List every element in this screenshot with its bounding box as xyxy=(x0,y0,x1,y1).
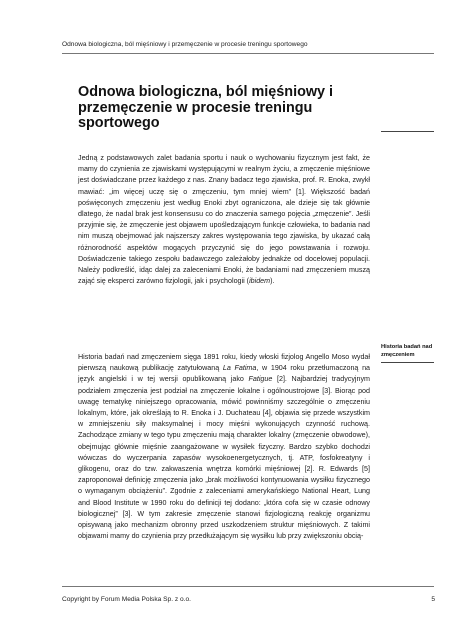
chapter-title: Odnowa biologiczna, ból mięśniowy i przemęczenie w procesie treningu sportowego xyxy=(78,84,334,132)
page-number: 5 xyxy=(431,596,435,603)
paragraph-text: Jedną z podstawowych zalet badania sportu i nauk o wychowaniu fizycznym jest fakt, że mamy do czynienia ze zjawiskami występującymi w realnym życiu, a zmęczenie mięśniowe jest doświadczane przez każdego z nas. Znany badacz tego zjawiska, prof. R. Enoka, zwykł mawiać: „im więcej uczę się o zmęczeniu, tym mniej wiem” [1]. Większość badań poświęconych zmęczeniu jest według Enoki zbyt ograniczona, ale dzieje się tak głównie dlatego, że nadal brak jest konsensusu co do znaczenia samego pojęcia „zmęczenie”. Jeśli przyjmie się, że zmęczenie jest objawem upośledzającym funkcje człowieka, to badania nad nim muszą obejmować jak najszerszy zakres występowania tego zjawiska, by ukazać całą różnorodność aspektów mogących przyczynić się do jego powstawania i rozwoju. Doświadczenie takiego zespołu badawczego zależałoby jednakże od docelowej populacji. Należy podkreślić, idąc dalej za zaleceniami Enoki, że badaniami nad zmęczeniem muszą zająć się eksperci zarówno fizjologii, jak i psychologii ( xyxy=(78,154,370,286)
paragraph-intro xyxy=(78,153,370,287)
margin-note xyxy=(381,343,439,363)
paragraph-history xyxy=(78,352,370,542)
italic-term: La Fatima xyxy=(222,364,257,373)
header-divider xyxy=(62,53,434,54)
margin-divider xyxy=(381,131,434,132)
running-header: Odnowa biologiczna, ból mięśniowy i przemęczenie w procesie treningu sportowego xyxy=(62,41,308,48)
margin-note-rule xyxy=(381,362,434,363)
footer-copyright: Copyright by Forum Media Polska Sp. z o.o. xyxy=(62,596,191,603)
margin-note-label: Historia badań nad zmęczeniem xyxy=(381,344,433,358)
italic-term: ibidem xyxy=(249,277,271,286)
paragraph-text: [2]. Najbardziej tradycyjnym podziałem zmęczenia jest podział na zmęczenie lokalne i ogólnoustrojowe [3]. Biorąc pod uwagę tematykę niniejszego opracowania, mówić powinniśmy szczególnie o zmęczeniu lokalnym, które, jak określają to R. Enoka i J. Duchateau [4], objawia się przede wszystkim w zmniejszeniu siły maksymalnej i mocy mięśni wykonujących czynność ruchową. Zachodzące zmiany w tego typu zmęczeniu mają charakter lokalny (zmęczenie obwodowe), obejmując głównie mięśnie zaangażowane w wysiłek fizyczny. Bardzo szybko dochodzi wówczas do wyczerpania zapasów wysokoenergetycznych, tj. ATP, fosfokreatyny i glikogenu, oraz do tzw. zakwaszenia wnętrza komórki mięśniowej [2]. R. Edwards [5] zaproponował definicję zmęczenia jako „brak możliwości kontynuowania wysiłku fizycznego o wymaganym obciążeniu”. Zgodnie z zaleceniami amerykańskiego National Heart, Lung and Blood Institute w 1990 roku do definicji tej dodano: „która cofa się w czasie odnowy biologicznej” [3]. W tym zakresie zmęczenie stanowi fizjologiczną reakcję organizmu opisywaną jako mechanizm obronny przed uszkodzeniem struktur mięśniowych. Z takimi objawami mamy do czynienia przy przedłużającym się wysiłku lub przy zwiększoniu obcią- xyxy=(78,375,371,541)
paragraph-text: ). xyxy=(270,277,275,286)
paragraph-text: , w 1904 roku przetłumaczoną na język angielski i w tej wersji opublikowaną jako xyxy=(78,364,371,384)
italic-term: Fatigue xyxy=(248,375,273,384)
paragraph-text: Historia badań nad zmęczeniem sięga 1891 roku, kiedy włoski fizjolog Angello Moso wydał pierwszą naukową publikację zatytułowaną xyxy=(78,353,370,373)
footer-divider xyxy=(62,586,434,587)
